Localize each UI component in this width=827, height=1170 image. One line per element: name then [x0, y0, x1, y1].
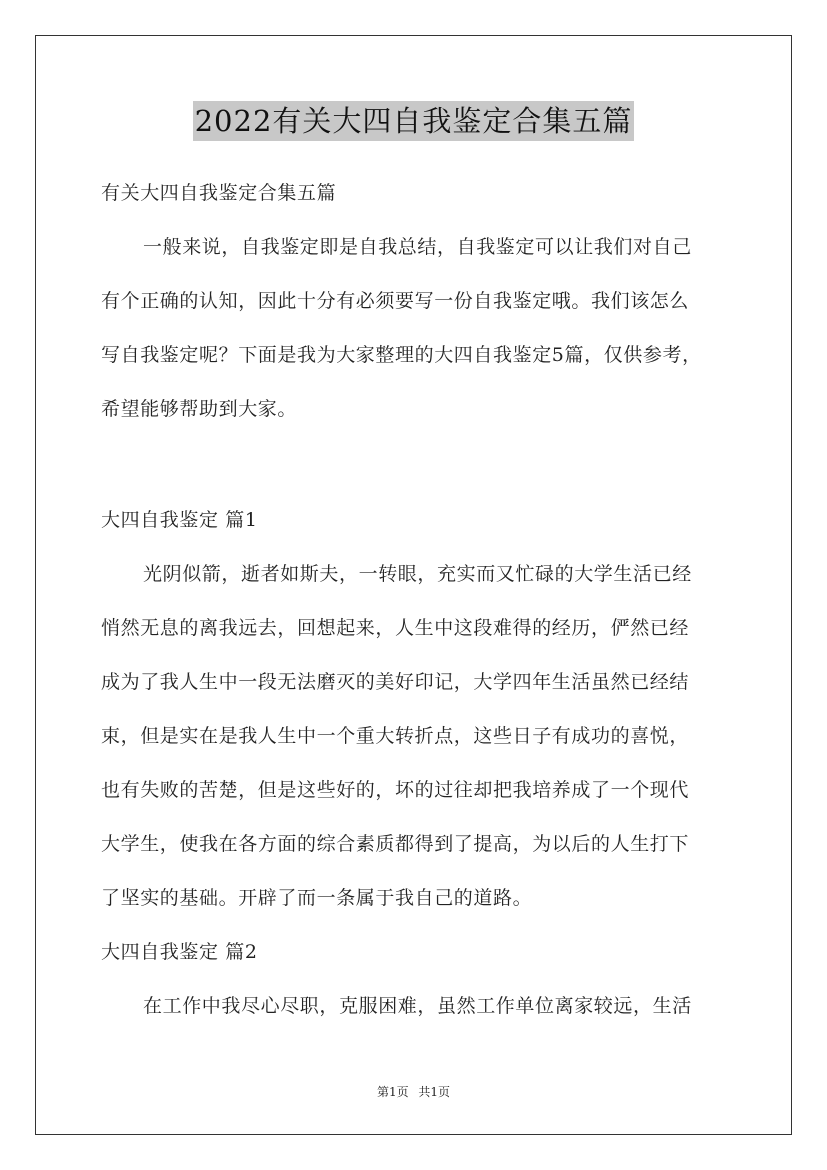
body-line: 也有失败的苦楚，但是这些好的，坏的过往却把我培养成了一个现代 [101, 779, 690, 801]
section-heading-2: 大四自我鉴定 篇2 [101, 941, 258, 963]
body-line: 希望能够帮助到大家。 [101, 398, 298, 420]
body-line: 束，但是实在是我人生中一个重大转折点，这些日子有成功的喜悦， [101, 725, 690, 747]
page-total: 共1页 [418, 1085, 451, 1099]
body-line: 一般来说，自我鉴定即是自我总结，自我鉴定可以让我们对自己 [143, 236, 692, 258]
body-line: 在工作中我尽心尽职，克服困难，虽然工作单位离家较远，生活 [143, 995, 692, 1017]
subtitle-line: 有关大四自我鉴定合集五篇 [101, 182, 337, 204]
page-footer [0, 1083, 827, 1100]
document-title: 2022有关大四自我鉴定合集五篇 [193, 101, 635, 141]
body-line: 了坚实的基础。开辟了而一条属于我自己的道路。 [101, 887, 533, 909]
body-line: 有个正确的认知，因此十分有必须要写一份自我鉴定哦。我们该怎么 [101, 290, 690, 312]
section-heading-1: 大四自我鉴定 篇1 [101, 509, 258, 531]
body-line: 写自我鉴定呢？下面是我为大家整理的大四自我鉴定5篇，仅供参考， [101, 344, 702, 366]
body-line: 光阴似箭，逝者如斯夫，一转眼，充实而又忙碌的大学生活已经 [143, 563, 692, 585]
title-container [0, 101, 827, 141]
body-line: 大学生，使我在各方面的综合素质都得到了提高，为以后的人生打下 [101, 833, 690, 855]
body-line: 悄然无息的离我远去，回想起来，人生中这段难得的经历，俨然已经 [101, 617, 690, 639]
body-line: 成为了我人生中一段无法磨灭的美好印记，大学四年生活虽然已经结 [101, 671, 690, 693]
page-number: 第1页 [376, 1085, 409, 1099]
